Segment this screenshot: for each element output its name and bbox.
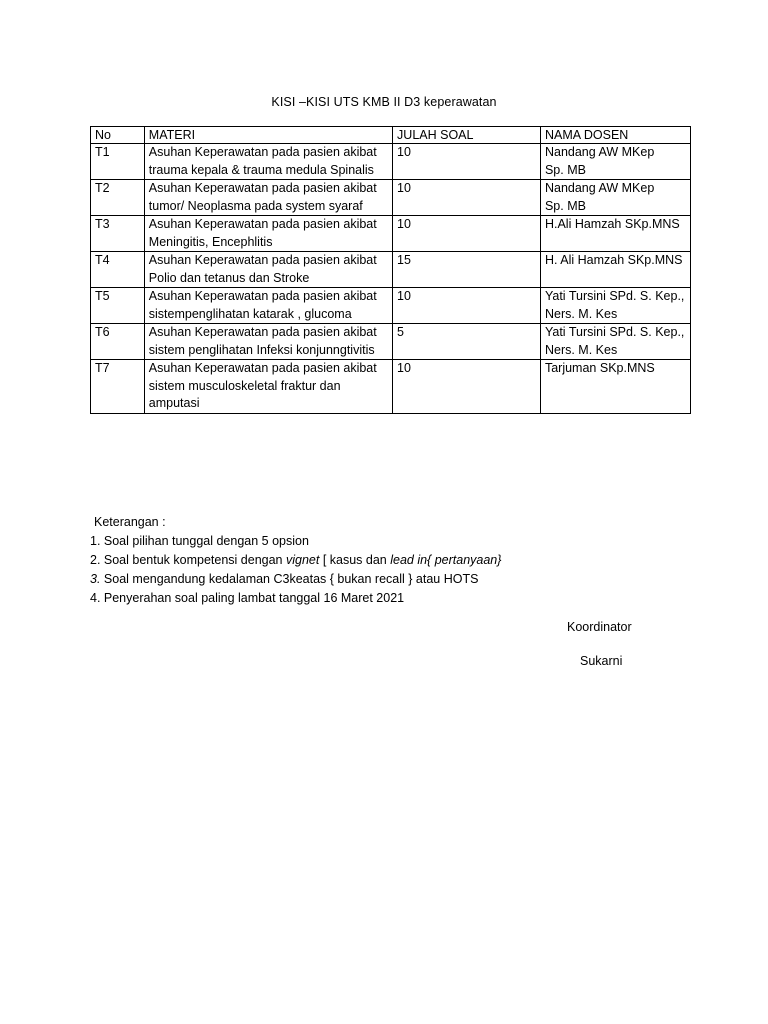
note-item: 4. Penyerahan soal paling lambat tanggal 16 Maret 2021 [90, 591, 405, 605]
cell-nama-dosen: Nandang AW MKep Sp. MB [540, 144, 690, 180]
cell-no: T4 [91, 252, 145, 288]
kisi-table [90, 126, 691, 414]
header-jumlah-soal: JULAH SOAL [393, 127, 541, 144]
note-text: 2. Soal bentuk kompetensi dengan [90, 553, 286, 567]
cell-no: T3 [91, 216, 145, 252]
table-row [91, 360, 691, 414]
note-item [90, 570, 690, 589]
cell-materi: Asuhan Keperawatan pada pasien akibat sistempenglihatan katarak , glucoma [144, 288, 392, 324]
cell-no: T5 [91, 288, 145, 324]
table-row [91, 324, 691, 360]
cell-jumlah-soal: 10 [393, 216, 541, 252]
signature-name: Sukarni [580, 654, 623, 668]
cell-jumlah-soal: 10 [393, 288, 541, 324]
cell-no: T6 [91, 324, 145, 360]
note-text: [ kasus dan [319, 553, 391, 567]
cell-nama-dosen: Yati Tursini SPd. S. Kep., Ners. M. Kes [540, 288, 690, 324]
table-row [91, 252, 691, 288]
table-row [91, 216, 691, 252]
note-text: Soal mengandung kedalaman C3keatas { bukan recall } atau HOTS [100, 572, 479, 586]
cell-nama-dosen: H.Ali Hamzah SKp.MNS [540, 216, 690, 252]
table-row [91, 288, 691, 324]
cell-jumlah-soal: 10 [393, 360, 541, 414]
cell-no: T1 [91, 144, 145, 180]
cell-jumlah-soal: 5 [393, 324, 541, 360]
header-no: No [91, 127, 145, 144]
cell-no: T7 [91, 360, 145, 414]
header-nama-dosen: NAMA DOSEN [540, 127, 690, 144]
note-italic-vignet: vignet [285, 553, 320, 567]
header-materi: MATERI [144, 127, 392, 144]
cell-materi: Asuhan Keperawatan pada pasien akibat Polio dan tetanus dan Stroke [144, 252, 392, 288]
table-row [91, 144, 691, 180]
cell-jumlah-soal: 15 [393, 252, 541, 288]
cell-jumlah-soal: 10 [393, 144, 541, 180]
cell-nama-dosen: Tarjuman SKp.MNS [540, 360, 690, 414]
notes-heading: Keterangan : [94, 515, 166, 529]
cell-nama-dosen: Nandang AW MKep Sp. MB [540, 180, 690, 216]
cell-materi: Asuhan Keperawatan pada pasien akibat sistem penglihatan Infeksi konjunngtivitis [144, 324, 392, 360]
note-item [90, 551, 690, 570]
cell-materi: Asuhan Keperawatan pada pasien akibat trauma kepala & trauma medula Spinalis [144, 144, 392, 180]
note-number: 3. [90, 572, 101, 586]
cell-materi: Asuhan Keperawatan pada pasien akibat tumor/ Neoplasma pada system syaraf [144, 180, 392, 216]
table-header-row [91, 127, 691, 144]
cell-nama-dosen: Yati Tursini SPd. S. Kep., Ners. M. Kes [540, 324, 690, 360]
cell-nama-dosen: H. Ali Hamzah SKp.MNS [540, 252, 690, 288]
document-title: KISI –KISI UTS KMB II D3 keperawatan [271, 95, 497, 109]
table-row [91, 180, 691, 216]
note-item: 1. Soal pilihan tunggal dengan 5 opsion [90, 534, 309, 548]
signature-role: Koordinator [567, 620, 632, 634]
cell-materi: Asuhan Keperawatan pada pasien akibat Meningitis, Encephlitis [144, 216, 392, 252]
cell-no: T2 [91, 180, 145, 216]
cell-materi: Asuhan Keperawatan pada pasien akibat sistem musculoskeletal fraktur dan amputasi [144, 360, 392, 414]
note-italic-lead-in: lead in{ pertanyaan} [390, 553, 502, 567]
cell-jumlah-soal: 10 [393, 180, 541, 216]
notes-section [90, 513, 690, 608]
